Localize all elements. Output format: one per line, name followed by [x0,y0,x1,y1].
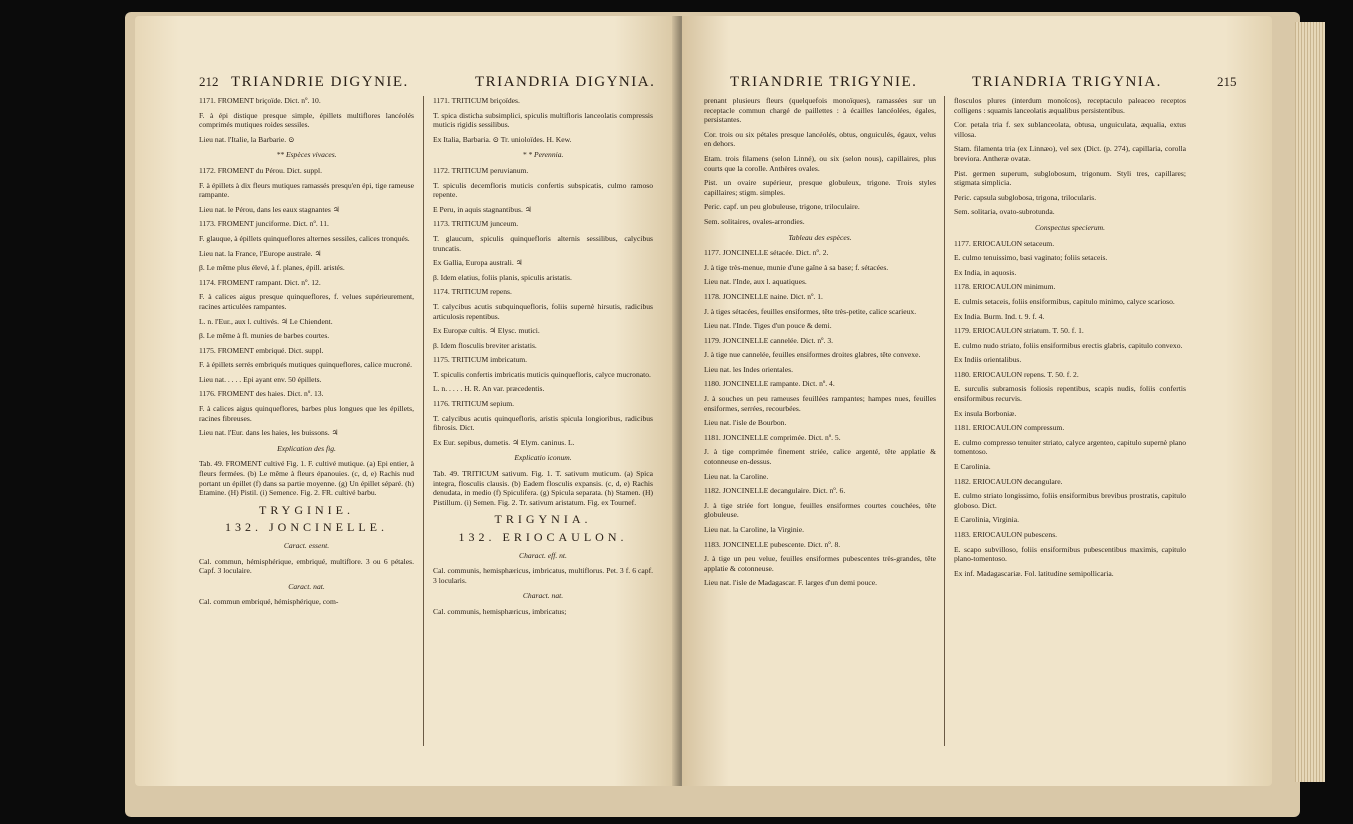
text-paragraph: E. culmo striato longissimo, foliis ensiformibus brevibus prostratis, capitulo globoso. Dict. [954,491,1186,510]
text-paragraph: β. Idem flosculis breviter aristatis. [433,340,537,350]
text-paragraph: 1171. TRITICUM briçoïdes. [433,96,520,105]
text-paragraph: Lieu nat. le Pérou, dans les eaux stagnantes ♃ [199,204,340,214]
text-paragraph: T. spiculis confertis imbricatis muticis quinquefloris, calyce mucronato. [433,369,651,379]
text-paragraph: β. Le même plus élevé, à f. planes, épill. aristés. [199,263,345,273]
text-paragraph: T. calycibus acutis subquinquefloris, foliis supernè hirsutis, radicibus articulosis repentibus. [433,301,653,321]
left-column-french [199,96,414,612]
text-paragraph: Pist. germen superum, subglobosum, trigonum. Styli tres, capillares; stigmata simplicia. [954,168,1186,188]
page-number-left: 212 [199,74,219,89]
text-paragraph: 1176. TRITICUM sepium. [433,399,514,409]
text-paragraph: TRIGYNIA. [494,512,592,527]
text-paragraph: Lieu nat. . . . . Epi ayant env. 50 épillets. [199,374,322,384]
text-paragraph: Lieu nat. la Caroline. [704,471,769,481]
text-paragraph: Ex Italia, Barbaria. ⊙ Tr. unioloïdes. H. Kew. [433,134,572,144]
text-paragraph: Sem. solitaires, ovales-arrondies. [704,216,805,226]
text-paragraph: Etam. trois filamens (selon Linné), ou six (selon nous), capillaires, plus courts que la corolle. Anthères ovales. [704,153,936,173]
text-paragraph: prenant plusieurs fleurs (quelquefois monoïques), ramassées sur un receptacle commun chargé de paillettes : à écailles lancéolées, égales, persistantes. [704,96,936,125]
text-paragraph: Stam. filamenta tria (ex Linnæo), vel sex (Dict. (p. 274), capillaria, corolla breviora. Antheræ ovatæ. [954,144,1186,163]
text-paragraph: F. à épillets serrés embriqués mutiques quinqueflores, calice mucroné. [199,360,413,370]
text-paragraph: Lieu nat. l'Inde. Tiges d'un pouce & demi. [704,321,832,331]
text-paragraph: L. n. l'Eur., aux l. cultivés. ♃ Le Chiendent. [199,316,333,326]
text-paragraph: 1174. TRITICUM repens. [433,287,512,297]
header-latin-right: TRIANDRIA TRIGYNIA. [972,74,1162,90]
text-paragraph: 1173. FROMENT junciforme. Dict. nº. 11. [199,219,329,229]
text-paragraph: 1171. FROMENT briçoïde. Dict. nº. 10. [199,96,321,105]
text-paragraph: E Carolinia. [954,462,991,472]
header-french-left: TRIANDRIE DIGYNIE. [231,74,409,90]
text-paragraph: flosculos plures (interdum monoïcos), receptaculo paleaceo receptos colligens : squamis lanceolatis æqualibus persistentibus. [954,96,1186,115]
text-paragraph: 1173. TRITICUM junceum. [433,219,519,229]
text-paragraph: Cor. trois ou six pétales presque lancéolés, obtus, onguiculés, égaux, velus en dehors. [704,129,936,149]
column-rule-left [423,96,424,746]
text-paragraph: 1177. ERIOCAULON setaceum. [954,238,1055,248]
text-paragraph: J. à tige nue cannelée, feuilles ensiformes droites glabres, tête convexe. [704,350,921,360]
text-paragraph: Ex insula Borboniæ. [954,408,1017,418]
text-paragraph: 1183. JONCINELLE pubescente. Dict. nº. 8. [704,539,841,549]
text-paragraph: E Carolinia, Virginia. [954,515,1020,525]
text-paragraph: J. à tige très-menue, munie d'une gaîne à sa base; f. sétacées. [704,262,889,272]
text-paragraph: J. à tiges sétacées, feuilles ensiformes, tête très-petite, calice scarieux. [704,306,917,316]
text-paragraph: 132. JONCINELLE. [225,520,388,535]
text-paragraph: Ex Indiis orientalibus. [954,355,1022,365]
text-paragraph: Tableau des espèces. [788,232,852,242]
text-paragraph: Lieu nat. l'Eur. dans les haies, les buissons. ♃ [199,428,339,438]
text-paragraph: Cal. commun embriqué, hémisphérique, com- [199,597,339,607]
text-paragraph: J. à tige un peu velue, feuilles ensiformes pubescentes très-grandes, tête applatie & cotonneuse. [704,554,936,573]
text-paragraph: Cal. commun, hémisphérique, embriqué, multiflore. 3 ou 6 pétales. Capf. 3 loculaire. [199,556,414,576]
text-paragraph: TRYGINIE. [259,502,354,517]
text-paragraph: Lieu nat. l'Italie, la Barbarie. ⊙ [199,134,295,144]
text-paragraph: J. à tige comprimée finement striée, calice argenté, tête applatie & cotonneuse en-dessus. [704,447,936,467]
text-paragraph: * * Perennia. [522,150,564,160]
text-paragraph: 132. ERIOCAULON. [458,530,628,544]
text-paragraph: Charact. nat. [522,591,564,601]
text-paragraph: F. à calices aigus quinqueflores, barbes plus longues que les épillets, racines fibreuses. [199,404,414,423]
text-paragraph: Tab. 49. TRITICUM sativum. Fig. 1. T. sativum muticum. (a) Spica integra, flosculis clausis. (b) Eadem flosculis expansis. (c, d, e) Rachis denudata, in medio (f) Spiculifera. (g) Spicula separata. (h) Stamen. (H) Pistillum. (i) Semen. Fig. 2. Tr. sativum aristatum. Fig. ex Tournef. [433,469,653,507]
text-paragraph: Caract. essent. [283,541,330,550]
text-paragraph: β. Le même à fl. munies de barbes courtes. [199,331,330,341]
text-paragraph: Explicatio iconum. [514,453,572,463]
text-paragraph: 1182. JONCINELLE decangulaire. Dict. nº. 6. [704,486,846,496]
text-paragraph: ** Espèces vivaces. [276,150,337,160]
text-paragraph: 1181. JONCINELLE comprimée. Dict. nº. 5. [704,432,841,442]
text-paragraph: 1178. ERIOCAULON minimum. [954,282,1056,292]
text-paragraph: T. spiculis decemfloris muticis confertis subspicatis, culmo ramoso repente. [433,180,653,200]
text-paragraph: E. culmis setaceis, foliis ensiformibus, capitulo minimo, calyce scarioso. [954,296,1175,306]
text-paragraph: Ex Europæ cultis. ♃ Elysc. mutici. [433,326,540,336]
text-paragraph: T. calycibus acutis quinquefloris, aristis spicula longioribus, radicibus fibrosis. Dict. [433,413,653,433]
text-paragraph: Lieu nat. l'isle de Madagascar. F. larges d'un demi pouce. [704,578,878,588]
header-latin-left: TRIANDRIA DIGYNIA. [475,74,656,90]
text-paragraph: Lieu nat. l'Inde, aux l. aquatiques. [704,277,807,287]
text-paragraph: E. culmo compresso tenuiter striato, calyce argenteo, capitulo supernè plano tomentoso. [954,437,1186,457]
text-paragraph: E. culmo nudo striato, foliis ensiformibus erectis glabris, capitulo convexo. [954,340,1183,350]
text-paragraph: Ex Eur. sepibus, dumetis. ♃ Elym. caninus. L. [433,437,575,447]
text-paragraph: Ex Gallia, Europa australi. ♃ [433,258,523,268]
text-paragraph: Conspectus specierum. [1034,222,1106,232]
text-paragraph: F. glauque, à épillets quinqueflores alternes sessiles, calices tronqués. [199,233,410,243]
text-paragraph: Ex India. Burm. Ind. t. 9. f. 4. [954,311,1045,321]
text-paragraph: E. culmo tenuissimo, basi vaginato; foliis setaceis. [954,253,1108,263]
text-paragraph: Ex India, in aquosis. [954,267,1017,277]
text-paragraph: Sem. solitaria, ovato-subrotunda. [954,207,1055,217]
text-paragraph: 1183. ERIOCAULON pubescens. [954,530,1058,539]
left-page [135,16,680,786]
text-paragraph: 1179. JONCINELLE cannelée. Dict. nº. 3. [704,335,834,345]
text-paragraph: T. spica disticha subsimplici, spiculis multifloris lanceolatis compressis muticis rigidis sessilibus. [433,110,653,130]
text-paragraph: 1180. ERIOCAULON repens. T. 50. f. 2. [954,369,1079,379]
text-paragraph: J. à souches un peu rameuses feuillées rampantes; hampes nues, feuilles ensiformes, serrées, recourbées. [704,394,936,413]
text-paragraph: 1178. JONCINELLE naine. Dict. nº. 1. [704,291,823,301]
text-paragraph: Cal. communis, hemisphæricus, imbricatus; [433,606,567,616]
text-paragraph: Explication des fig. [277,443,336,453]
text-paragraph: Ex inf. Madagascariæ. Fol. latitudine semipollicaria. [954,568,1114,578]
text-paragraph: Lieu nat. les Indes orientales. [704,364,793,374]
text-paragraph: E. surculis subramosis foliosis repentibus, scapis nudis, foliis confertis ensiformibus recurvis. [954,384,1186,404]
right-column-french [704,96,936,593]
text-paragraph: Pist. un ovaire supérieur, presque globuleux, trigone. Trois styles capillaires; stigm. simples. [704,178,936,197]
text-paragraph: 1177. JONCINELLE sétacée. Dict. nº. 2. [704,248,829,258]
text-paragraph: F. à épillets à dix fleurs mutiques ramassés presqu'en épi, tige rameuse rampante. [199,180,414,200]
text-paragraph: 1181. ERIOCAULON compressum. [954,423,1065,433]
text-paragraph: Cal. communis, hemisphæricus, imbricatus, multiflorus. Pet. 3 f. 6 capf. 3 locularis. [433,566,653,585]
text-paragraph: 1174. FROMENT rampant. Dict. nº. 12. [199,277,321,287]
text-paragraph: Charact. eff. nt. [519,550,567,560]
text-paragraph: E. scapo subvilloso, foliis ensiformibus pubescentibus maximis, capitulo plano-tomentoso. [954,544,1186,564]
page-number-right: 215 [1217,74,1237,89]
text-paragraph: 1182. ERIOCAULON decangulare. [954,476,1063,486]
left-column-latin [433,96,653,622]
text-paragraph: Tab. 49. FROMENT cultivé Fig. 1. F. cultivé mutique. (a) Epi entier, à fleurs fermées. (b) Le même à fleurs épanouies. (c, d, e) Rachis nud portant un épillet (f) dans sa partie moyenne. (g) Un épillet séparé. (h) Etamine. (H) Pistil. (i) Semence. Fig. 2. FR. cultivé barbu. [199,459,414,498]
text-paragraph: L. n. . . . . H. R. An var. præcedentis. [433,384,545,394]
text-paragraph: F. à calices aigus presque quinqueflores, f. velues supérieurement, racines articulées rampantes. [199,292,414,311]
text-paragraph: E Peru, in aquis stagnantibus. ♃ [433,204,532,214]
right-page [682,16,1272,786]
text-paragraph: Peric. capsula subglobosa, trigona, trilocularis. [954,192,1097,202]
text-paragraph: F. à épi distique presque simple, épillets multiflores lancéolés comprimés mutiques roides sessiles. [199,110,414,130]
column-rule-right [944,96,945,746]
text-paragraph: Cor. petala tria f. sex sublanceolata, obtusa, unguiculata, æqualia, extus villosa. [954,120,1186,139]
text-paragraph: Caract. nat. [288,581,325,591]
text-paragraph: 1172. TRITICUM peruvianum. [433,165,529,175]
text-paragraph: Lieu nat. la France, l'Europe australe. ♃ [199,248,322,258]
text-paragraph: 1179. ERIOCAULON striatum. T. 50. f. 1. [954,326,1084,336]
page-edges [1295,22,1325,782]
text-paragraph: Lieu nat. l'isle de Bourbon. [704,418,787,428]
text-paragraph: 1180. JONCINELLE rampante. Dict. nº. 4. [704,379,835,389]
text-paragraph: 1175. TRITICUM imbricatum. [433,355,528,365]
text-paragraph: J. à tige striée fort longue, feuilles ensiformes courtes couchées, tête globuleuse. [704,500,936,520]
text-paragraph: β. Idem elatius, foliis planis, spiculis aristatis. [433,272,572,282]
right-column-latin [954,96,1186,583]
text-paragraph: 1172. FROMENT du Pérou. Dict. suppl. [199,165,322,175]
text-paragraph: T. glaucum, spiculis quinquefloris alternis sessilibus, calycibus truncatis. [433,233,653,253]
text-paragraph: Lieu nat. la Caroline, la Virginie. [704,525,805,534]
header-french-right: TRIANDRIE TRIGYNIE. [730,74,918,90]
text-paragraph: 1175. FROMENT embriqué. Dict. suppl. [199,345,324,355]
text-paragraph: Peric. capf. un peu globuleuse, trigone, triloculaire. [704,202,860,212]
text-paragraph: 1176. FROMENT des haies. Dict. nº. 13. [199,389,324,399]
